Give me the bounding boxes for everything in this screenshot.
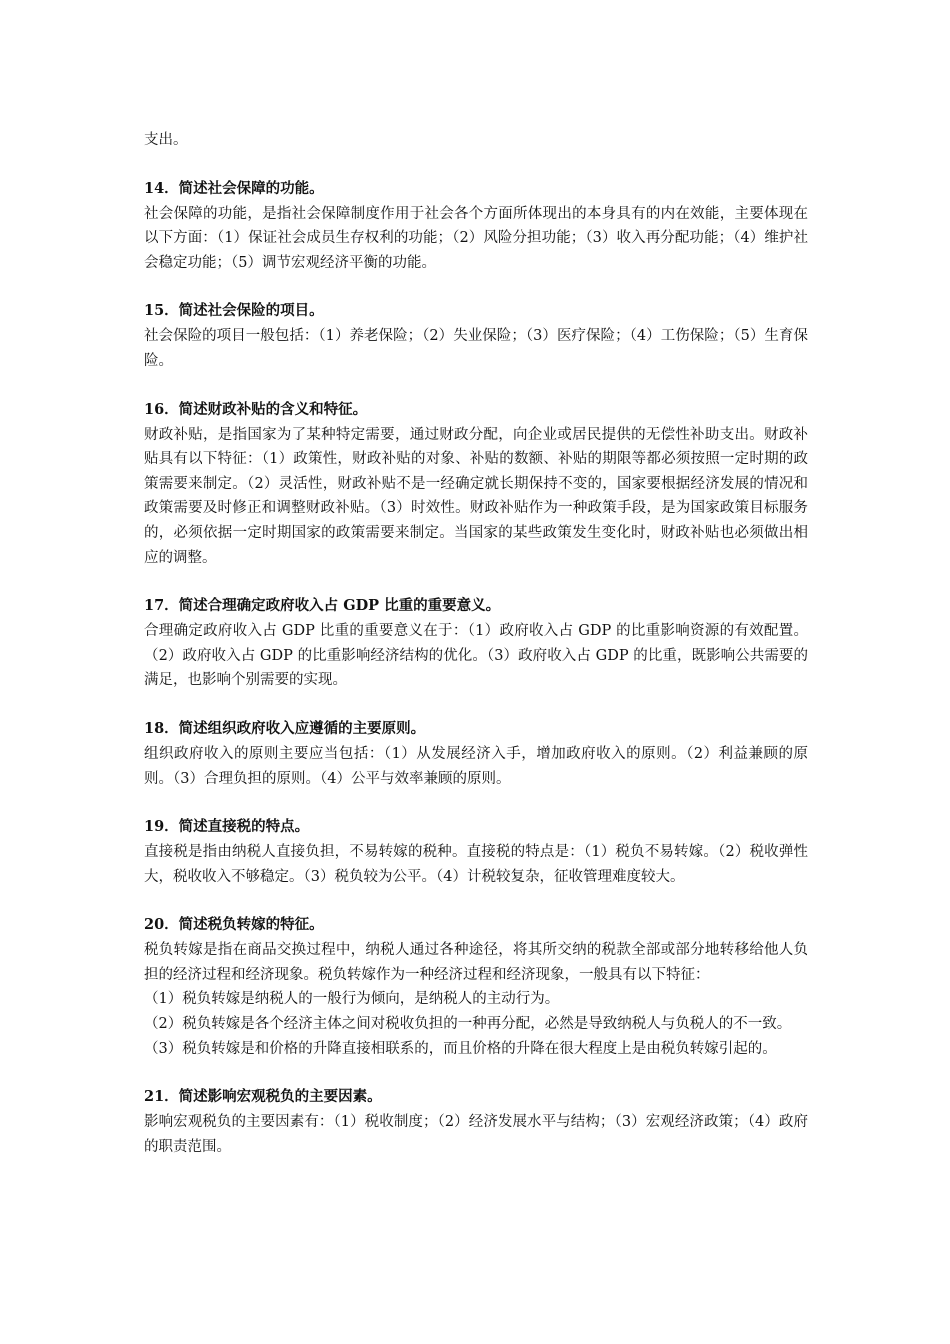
section-paragraph: 财政补贴，是指国家为了某种特定需要，通过财政分配，向企业或居民提供的无偿性补助支出。财政补贴具有以下特征：（1）政策性，财政补贴的对象、补贴的数额、补贴的期限等都必须按照一定时期的政策需要来制定。（2）灵活性，财政补贴不是一经确定就长期保持不变的，国家要根据经济发展的情况和政策需要及时修正和调整财政补贴。（3）时效性。财政补贴作为一种政策手段，是为国家政策目标服务的，必须依据一定时期国家的政策需要来制定。当国家的某些政策发生变化时，财政补贴也必须做出相应的调整。 <box>144 426 808 566</box>
section-16 <box>144 397 808 571</box>
section-paragraph: 社会保险的项目一般包括：（1）养老保险；（2）失业保险；（3）医疗保险；（4）工伤保险；（5）生育保险。 <box>144 328 808 369</box>
section-paragraph: 直接税是指由纳税人直接负担，不易转嫁的税种。直接税的特点是：（1）税负不易转嫁。（2）税收弹性大，税收收入不够稳定。（3）税负较为公平。（4）计税较复杂，征收管理难度较大。 <box>144 844 808 885</box>
section-20 <box>144 912 808 1061</box>
section-list-item: （3）税负转嫁是和价格的升降直接相联系的，而且价格的升降在很大程度上是由税负转嫁引起的。 <box>144 1040 777 1057</box>
section-19 <box>144 814 808 889</box>
section-21 <box>144 1084 808 1159</box>
top-fragment: 支出。 <box>144 132 188 148</box>
section-paragraph: 合理确定政府收入占 GDP 比重的重要意义在于：（1）政府收入占 GDP 的比重影响资源的有效配置。（2）政府收入占 GDP 的比重影响经济结构的优化。（3）政府收入占 GDP 的比重，既影响公共需要的满足，也影响个别需要的实现。 <box>144 623 808 689</box>
section-paragraph: 组织政府收入的原则主要应当包括：（1）从发展经济入手，增加政府收入的原则。（2）利益兼顾的原则。（3）合理负担的原则。（4）公平与效率兼顾的原则。 <box>144 745 808 787</box>
section-15 <box>144 298 808 373</box>
section-list-item: （1）税负转嫁是纳税人的一般行为倾向，是纳税人的主动行为。 <box>144 991 560 1008</box>
section-paragraph: 社会保障的功能，是指社会保障制度作用于社会各个方面所体现出的本身具有的内在效能，主要体现在以下方面：（1）保证社会成员生存权利的功能；（2）风险分担功能；（3）收入再分配功能；（4）维护社会稳定功能；（5）调节宏观经济平衡的功能。 <box>144 205 808 271</box>
section-14 <box>144 176 808 276</box>
section-17 <box>144 593 808 693</box>
section-list-item: （2）税负转嫁是各个经济主体之间对税收负担的一种再分配，必然是导致纳税人与负税人的不一致。 <box>144 1016 792 1033</box>
section-heading: 21．简述影响宏观税负的主要因素。 <box>144 1088 382 1106</box>
section-paragraph: 影响宏观税负的主要因素有：（1）税收制度；（2）经济发展水平与结构；（3）宏观经济政策；（4）政府的职责范围。 <box>144 1114 808 1155</box>
section-heading: 16．简述财政补贴的含义和特征。 <box>144 400 368 418</box>
section-heading: 19．简述直接税的特点。 <box>144 818 310 836</box>
section-18 <box>144 716 808 791</box>
section-heading: 15．简述社会保险的项目。 <box>144 302 324 320</box>
section-heading: 20．简述税负转嫁的特征。 <box>144 916 324 934</box>
section-heading: 17．简述合理确定政府收入占 GDP 比重的重要意义。 <box>144 597 501 615</box>
section-heading: 14．简述社会保障的功能。 <box>144 179 324 197</box>
section-heading: 18．简述组织政府收入应遵循的主要原则。 <box>144 719 426 737</box>
document-page <box>144 128 808 1159</box>
section-paragraph: 税负转嫁是指在商品交换过程中，纳税人通过各种途径，将其所交纳的税款全部或部分地转移给他人负担的经济过程和经济现象。税负转嫁作为一种经济过程和经济现象，一般具有以下特征： <box>144 942 808 983</box>
